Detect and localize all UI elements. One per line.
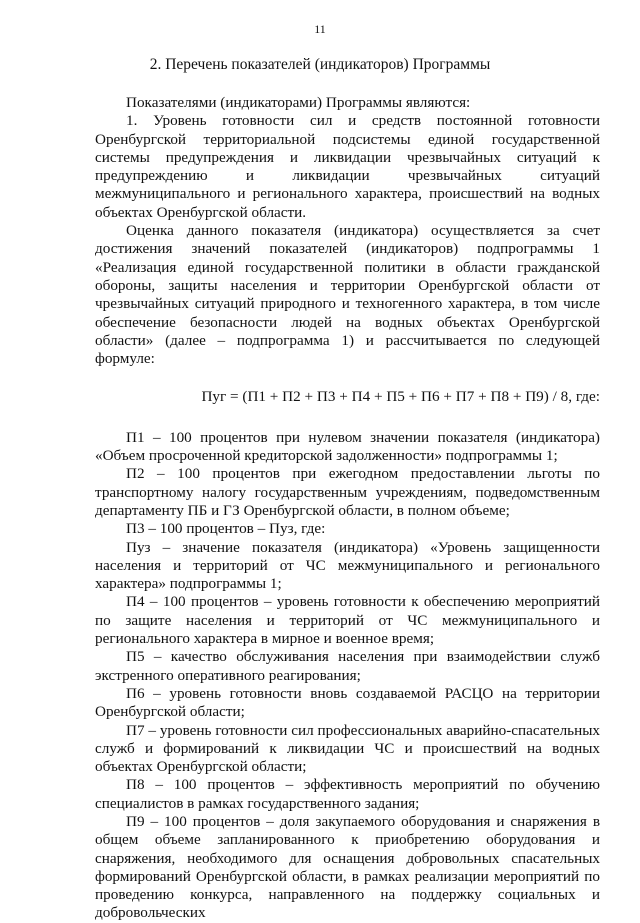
item-p8: П8 – 100 процентов – эффективность мероприятий по обучению специалистов в рамках государственного задания; — [95, 776, 600, 812]
section-heading: 2. Перечень показателей (индикаторов) Программы — [149, 56, 491, 73]
item-p7: П7 – уровень готовности сил профессиональных аварийно-спасательных служб и формирований к ликвидации ЧС и происшествий на водных объектах Оренбургской области; — [95, 721, 600, 776]
item-p6: П6 – уровень готовности вновь создаваемой РАСЦО на территории Оренбургской области; — [95, 684, 600, 721]
evaluation-paragraph: Оценка данного показателя (индикатора) осуществляется за счет достижения значений показателей (индикаторов) подпрограммы 1 «Реализация единой государственной политики в области гражданской обороны, защиты населения и территории Оренбургской области от чрезвычайных ситуаций природного и техногенного характера, в том числе обеспечение безопасности людей на водных объектах Оренбургской области» (далее – подпрограмма 1) и рассчитывается по следующей формуле: — [95, 222, 600, 368]
formula: Пуг = (П1 + П2 + П3 + П4 + П5 + П6 + П7 + П8 + П9) / 8, где: — [201, 388, 600, 406]
page-number: 11 — [314, 22, 326, 36]
item-p9: П9 – 100 процентов – доля закупаемого оборудования и снаряжения в общем объеме запланированного к приобретению оборудования и снаряжения, необходимого для оснащения добровольных спасательных формирований Оренбургской области, в рамках реализации мероприятий по проведению конкурса, направленного на поддержку социальных и добровольческих — [95, 812, 600, 922]
item-puz: Пуз – значение показателя (индикатора) «Уровень защищенности населения и территорий от ЧС межмуниципального и регионального характера» подпрограммы 1; — [95, 538, 600, 593]
indicator-1-paragraph: 1. Уровень готовности сил и средств постоянной готовности Оренбургской территориальной подсистемы единой государственной системы предупреждения и ликвидации чрезвычайных ситуаций к предупреждению и ликвидации чрезвычайных ситуаций межмуниципального и регионального характера, происшествий на водных объектах Оренбургской области. — [95, 112, 600, 221]
document-body — [95, 94, 600, 923]
item-p3: П3 – 100 процентов – Пуз, где: — [126, 520, 326, 538]
intro-paragraph: Показателями (индикаторами) Программы являются: — [126, 94, 471, 111]
item-p2: П2 – 100 процентов при ежегодном предоставлении льготы по транспортному налогу государственным учреждениям, подведомственным департаменту ПБ и ГЗ Оренбургской области, в полном объеме; — [95, 465, 600, 519]
item-p5: П5 – качество обслуживания населения при взаимодействии служб экстренного оперативного реагирования; — [95, 648, 600, 684]
item-p4: П4 – 100 процентов – уровень готовности к обеспечению мероприятий по защите населения и территорий от ЧС межмуниципального и регионального характера в мирное и военное время; — [95, 593, 600, 648]
item-p1: П1 – 100 процентов при нулевом значении показателя (индикатора) «Объем просроченной кредиторской задолженности» подпрограммы 1; — [95, 428, 600, 465]
